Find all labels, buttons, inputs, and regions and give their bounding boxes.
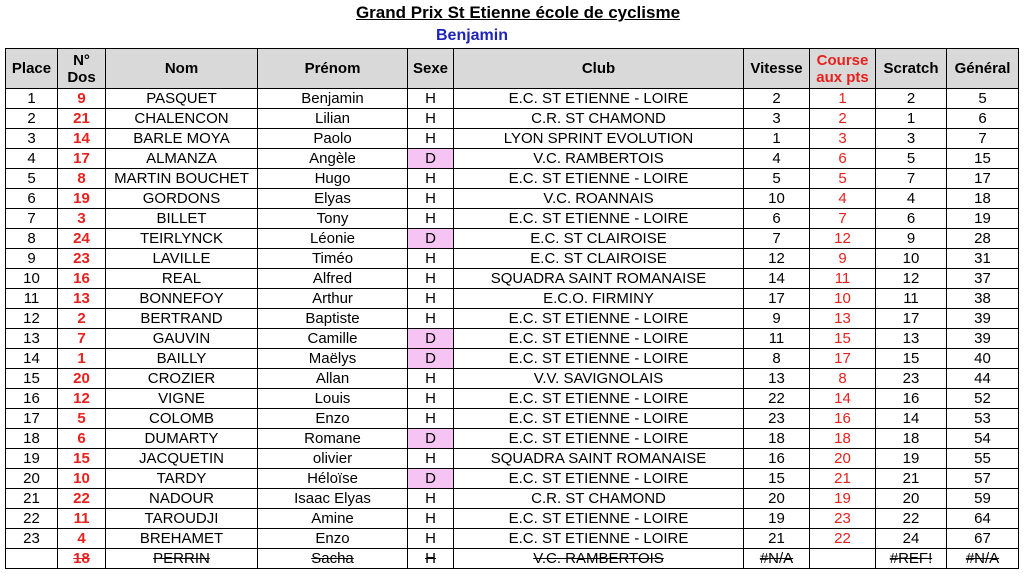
cell-place: 2 (6, 109, 58, 129)
cell-prenom: Camille (258, 329, 408, 349)
table-row (6, 189, 1019, 209)
cell-dos: 2 (58, 309, 106, 329)
table-row (6, 469, 1019, 489)
cell-place: 16 (6, 389, 58, 409)
cell-course: 3 (810, 129, 876, 149)
cell-general: 18 (947, 189, 1019, 209)
cell-prenom: Benjamin (258, 89, 408, 109)
cell-sexe: H (408, 509, 454, 529)
cell-place: 21 (6, 489, 58, 509)
cell-vitesse: 21 (744, 529, 810, 549)
cell-sexe: D (408, 149, 454, 169)
col-header-sexe: Sexe (408, 49, 454, 89)
table-row (6, 509, 1019, 529)
cell-sexe: H (408, 389, 454, 409)
cell-vitesse: 4 (744, 149, 810, 169)
cell-general: 15 (947, 149, 1019, 169)
cell-vitesse: 15 (744, 469, 810, 489)
table-row (6, 369, 1019, 389)
cell-vitesse: 23 (744, 409, 810, 429)
table-row (6, 349, 1019, 369)
table-row (6, 329, 1019, 349)
cell-course: 21 (810, 469, 876, 489)
cell-general: 19 (947, 209, 1019, 229)
cell-place: 17 (6, 409, 58, 429)
cell-scratch: 19 (876, 449, 947, 469)
table-row (6, 149, 1019, 169)
cell-course: 6 (810, 149, 876, 169)
cell-vitesse: 19 (744, 509, 810, 529)
cell-prenom: Lilian (258, 109, 408, 129)
cell-vitesse: 14 (744, 269, 810, 289)
cell-dos: 13 (58, 289, 106, 309)
table-row (6, 209, 1019, 229)
cell-prenom: Amine (258, 509, 408, 529)
cell-dos: 10 (58, 469, 106, 489)
cell-dos: 9 (58, 89, 106, 109)
cell-nom: PERRIN (106, 549, 258, 569)
cell-place: 8 (6, 229, 58, 249)
cell-course: 18 (810, 429, 876, 449)
cell-club: E.C. ST CLAIROISE (454, 229, 744, 249)
cell-club: E.C. ST ETIENNE - LOIRE (454, 529, 744, 549)
cell-prenom: Elyas (258, 189, 408, 209)
cell-place: 5 (6, 169, 58, 189)
cell-general: 39 (947, 309, 1019, 329)
cell-general: 38 (947, 289, 1019, 309)
cell-club: E.C. ST CLAIROISE (454, 249, 744, 269)
cell-sexe: H (408, 489, 454, 509)
cell-course: 9 (810, 249, 876, 269)
cell-vitesse: 11 (744, 329, 810, 349)
cell-prenom: Héloïse (258, 469, 408, 489)
cell-nom: TEIRLYNCK (106, 229, 258, 249)
col-header-place: Place (6, 49, 58, 89)
cell-place: 22 (6, 509, 58, 529)
cell-scratch: #REF! (876, 549, 947, 569)
cell-course: 2 (810, 109, 876, 129)
cell-sexe: H (408, 109, 454, 129)
cell-club: E.C. ST ETIENNE - LOIRE (454, 349, 744, 369)
cell-sexe: H (408, 529, 454, 549)
cell-prenom: Léonie (258, 229, 408, 249)
cell-place: 23 (6, 529, 58, 549)
cell-nom: BAILLY (106, 349, 258, 369)
cell-prenom: Angèle (258, 149, 408, 169)
cell-dos: 20 (58, 369, 106, 389)
cell-vitesse: 2 (744, 89, 810, 109)
cell-course: 14 (810, 389, 876, 409)
table-row (6, 289, 1019, 309)
cell-place: 10 (6, 269, 58, 289)
cell-course: 1 (810, 89, 876, 109)
cell-dos: 7 (58, 329, 106, 349)
cell-general: 31 (947, 249, 1019, 269)
cell-prenom: Hugo (258, 169, 408, 189)
cell-vitesse: 7 (744, 229, 810, 249)
cell-nom: MARTIN BOUCHET (106, 169, 258, 189)
cell-dos: 15 (58, 449, 106, 469)
table-row (6, 129, 1019, 149)
cell-sexe: D (408, 469, 454, 489)
cell-general: 53 (947, 409, 1019, 429)
cell-scratch: 22 (876, 509, 947, 529)
table-row (6, 169, 1019, 189)
cell-sexe: H (408, 289, 454, 309)
cell-vitesse: 8 (744, 349, 810, 369)
cell-nom: CHALENCON (106, 109, 258, 129)
cell-course: 7 (810, 209, 876, 229)
cell-general: 7 (947, 129, 1019, 149)
cell-place: 9 (6, 249, 58, 269)
table-row (6, 549, 1019, 569)
cell-dos: 22 (58, 489, 106, 509)
cell-prenom: Allan (258, 369, 408, 389)
cell-prenom: Romane (258, 429, 408, 449)
cell-vitesse: 5 (744, 169, 810, 189)
table-row (6, 489, 1019, 509)
cell-place: 20 (6, 469, 58, 489)
cell-nom: GAUVIN (106, 329, 258, 349)
cell-dos: 12 (58, 389, 106, 409)
cell-club: E.C. ST ETIENNE - LOIRE (454, 169, 744, 189)
col-header-prenom: Prénom (258, 49, 408, 89)
col-header-scratch: Scratch (876, 49, 947, 89)
cell-course: 4 (810, 189, 876, 209)
cell-place: 7 (6, 209, 58, 229)
cell-sexe: H (408, 409, 454, 429)
cell-place (6, 549, 58, 569)
cell-club: E.C. ST ETIENNE - LOIRE (454, 509, 744, 529)
cell-nom: BERTRAND (106, 309, 258, 329)
cell-dos: 18 (58, 549, 106, 569)
cell-course: 15 (810, 329, 876, 349)
cell-scratch: 10 (876, 249, 947, 269)
cell-nom: TARDY (106, 469, 258, 489)
cell-club: C.R. ST CHAMOND (454, 489, 744, 509)
cell-sexe: H (408, 129, 454, 149)
table-row (6, 309, 1019, 329)
cell-place: 13 (6, 329, 58, 349)
cell-course: 12 (810, 229, 876, 249)
col-header-nom: Nom (106, 49, 258, 89)
cell-prenom: Arthur (258, 289, 408, 309)
table-row (6, 429, 1019, 449)
cell-sexe: H (408, 269, 454, 289)
cell-scratch: 5 (876, 149, 947, 169)
cell-scratch: 9 (876, 229, 947, 249)
cell-prenom: olivier (258, 449, 408, 469)
cell-sexe: H (408, 369, 454, 389)
cell-club: V.C. ROANNAIS (454, 189, 744, 209)
cell-general: 57 (947, 469, 1019, 489)
cell-scratch: 11 (876, 289, 947, 309)
cell-general: 17 (947, 169, 1019, 189)
cell-prenom: Sacha (258, 549, 408, 569)
cell-scratch: 17 (876, 309, 947, 329)
table-row (6, 89, 1019, 109)
cell-club: E.C. ST ETIENNE - LOIRE (454, 209, 744, 229)
cell-course: 11 (810, 269, 876, 289)
cell-scratch: 13 (876, 329, 947, 349)
cell-dos: 17 (58, 149, 106, 169)
cell-club: E.C.O. FIRMINY (454, 289, 744, 309)
cell-club: E.C. ST ETIENNE - LOIRE (454, 89, 744, 109)
cell-place: 11 (6, 289, 58, 309)
cell-dos: 3 (58, 209, 106, 229)
cell-course: 13 (810, 309, 876, 329)
cell-sexe: D (408, 349, 454, 369)
cell-club: SQUADRA SAINT ROMANAISE (454, 269, 744, 289)
table-row (6, 529, 1019, 549)
cell-sexe: D (408, 229, 454, 249)
cell-sexe: H (408, 169, 454, 189)
cell-scratch: 2 (876, 89, 947, 109)
cell-general: 44 (947, 369, 1019, 389)
cell-dos: 5 (58, 409, 106, 429)
cell-scratch: 16 (876, 389, 947, 409)
cell-scratch: 7 (876, 169, 947, 189)
cell-dos: 16 (58, 269, 106, 289)
cell-club: E.C. ST ETIENNE - LOIRE (454, 469, 744, 489)
cell-club: E.C. ST ETIENNE - LOIRE (454, 389, 744, 409)
cell-general: 52 (947, 389, 1019, 409)
cell-vitesse: 20 (744, 489, 810, 509)
cell-nom: TAROUDJI (106, 509, 258, 529)
table-row (6, 269, 1019, 289)
cell-course: 17 (810, 349, 876, 369)
cell-general: 28 (947, 229, 1019, 249)
cell-club: SQUADRA SAINT ROMANAISE (454, 449, 744, 469)
cell-sexe: H (408, 309, 454, 329)
cell-place: 15 (6, 369, 58, 389)
cell-nom: BONNEFOY (106, 289, 258, 309)
cell-vitesse: 22 (744, 389, 810, 409)
cell-course: 16 (810, 409, 876, 429)
cell-prenom: Louis (258, 389, 408, 409)
cell-place: 14 (6, 349, 58, 369)
cell-general: 64 (947, 509, 1019, 529)
cell-club: LYON SPRINT EVOLUTION (454, 129, 744, 149)
cell-sexe: H (408, 249, 454, 269)
cell-scratch: 6 (876, 209, 947, 229)
cell-club: V.C. RAMBERTOIS (454, 549, 744, 569)
cell-course: 23 (810, 509, 876, 529)
cell-club: V.V. SAVIGNOLAIS (454, 369, 744, 389)
cell-prenom: Enzo (258, 409, 408, 429)
cell-course: 10 (810, 289, 876, 309)
cell-nom: NADOUR (106, 489, 258, 509)
cell-nom: COLOMB (106, 409, 258, 429)
cell-general: 5 (947, 89, 1019, 109)
cell-club: E.C. ST ETIENNE - LOIRE (454, 329, 744, 349)
cell-club: E.C. ST ETIENNE - LOIRE (454, 409, 744, 429)
col-header-dos: N° Dos (58, 49, 106, 89)
cell-nom: REAL (106, 269, 258, 289)
col-header-general: Général (947, 49, 1019, 89)
cell-course (810, 549, 876, 569)
cell-dos: 11 (58, 509, 106, 529)
cell-vitesse: 16 (744, 449, 810, 469)
cell-place: 1 (6, 89, 58, 109)
cell-sexe: D (408, 429, 454, 449)
cell-scratch: 14 (876, 409, 947, 429)
cell-general: 55 (947, 449, 1019, 469)
cell-nom: DUMARTY (106, 429, 258, 449)
results-table (5, 48, 1019, 569)
cell-nom: BARLE MOYA (106, 129, 258, 149)
cell-club: C.R. ST CHAMOND (454, 109, 744, 129)
cell-sexe: H (408, 549, 454, 569)
cell-place: 6 (6, 189, 58, 209)
cell-place: 12 (6, 309, 58, 329)
table-row (6, 249, 1019, 269)
header-row (6, 49, 1019, 89)
cell-vitesse: #N/A (744, 549, 810, 569)
cell-scratch: 21 (876, 469, 947, 489)
table-row (6, 409, 1019, 429)
cell-vitesse: 1 (744, 129, 810, 149)
col-header-course: Course aux pts (810, 49, 876, 89)
cell-nom: ALMANZA (106, 149, 258, 169)
cell-nom: BREHAMET (106, 529, 258, 549)
cell-general: 54 (947, 429, 1019, 449)
cell-sexe: D (408, 329, 454, 349)
table-row (6, 109, 1019, 129)
cell-place: 4 (6, 149, 58, 169)
cell-vitesse: 18 (744, 429, 810, 449)
cell-scratch: 20 (876, 489, 947, 509)
cell-course: 5 (810, 169, 876, 189)
cell-dos: 21 (58, 109, 106, 129)
cell-dos: 4 (58, 529, 106, 549)
cell-general: 67 (947, 529, 1019, 549)
cell-dos: 19 (58, 189, 106, 209)
cell-prenom: Tony (258, 209, 408, 229)
cell-sexe: H (408, 189, 454, 209)
cell-general: 37 (947, 269, 1019, 289)
cell-dos: 1 (58, 349, 106, 369)
cell-vitesse: 17 (744, 289, 810, 309)
cell-prenom: Timéo (258, 249, 408, 269)
cell-club: V.C. RAMBERTOIS (454, 149, 744, 169)
cell-vitesse: 9 (744, 309, 810, 329)
cell-dos: 14 (58, 129, 106, 149)
cell-nom: GORDONS (106, 189, 258, 209)
cell-prenom: Enzo (258, 529, 408, 549)
cell-prenom: Isaac Elyas (258, 489, 408, 509)
cell-general: 6 (947, 109, 1019, 129)
cell-vitesse: 13 (744, 369, 810, 389)
cell-vitesse: 12 (744, 249, 810, 269)
cell-vitesse: 10 (744, 189, 810, 209)
cell-dos: 6 (58, 429, 106, 449)
table-row (6, 449, 1019, 469)
cell-vitesse: 6 (744, 209, 810, 229)
cell-place: 19 (6, 449, 58, 469)
cell-scratch: 4 (876, 189, 947, 209)
cell-scratch: 1 (876, 109, 947, 129)
cell-prenom: Paolo (258, 129, 408, 149)
cell-sexe: H (408, 89, 454, 109)
cell-general: 39 (947, 329, 1019, 349)
cell-course: 20 (810, 449, 876, 469)
cell-prenom: Maëlys (258, 349, 408, 369)
cell-dos: 8 (58, 169, 106, 189)
cell-scratch: 12 (876, 269, 947, 289)
table-row (6, 389, 1019, 409)
cell-nom: VIGNE (106, 389, 258, 409)
cell-scratch: 24 (876, 529, 947, 549)
page-title: Grand Prix St Etienne école de cyclisme (355, 3, 681, 22)
cell-sexe: H (408, 209, 454, 229)
cell-nom: PASQUET (106, 89, 258, 109)
cell-dos: 24 (58, 229, 106, 249)
cell-general: #N/A (947, 549, 1019, 569)
cell-scratch: 18 (876, 429, 947, 449)
category-subtitle: Benjamin (435, 27, 508, 44)
col-header-vitesse: Vitesse (744, 49, 810, 89)
cell-general: 59 (947, 489, 1019, 509)
cell-nom: LAVILLE (106, 249, 258, 269)
cell-scratch: 15 (876, 349, 947, 369)
cell-prenom: Baptiste (258, 309, 408, 329)
cell-vitesse: 3 (744, 109, 810, 129)
cell-course: 22 (810, 529, 876, 549)
cell-place: 18 (6, 429, 58, 449)
cell-course: 8 (810, 369, 876, 389)
cell-dos: 23 (58, 249, 106, 269)
cell-nom: CROZIER (106, 369, 258, 389)
cell-sexe: H (408, 449, 454, 469)
cell-course: 19 (810, 489, 876, 509)
cell-scratch: 23 (876, 369, 947, 389)
cell-scratch: 3 (876, 129, 947, 149)
cell-general: 40 (947, 349, 1019, 369)
cell-nom: BILLET (106, 209, 258, 229)
cell-place: 3 (6, 129, 58, 149)
table-row (6, 229, 1019, 249)
cell-nom: JACQUETIN (106, 449, 258, 469)
cell-club: E.C. ST ETIENNE - LOIRE (454, 429, 744, 449)
cell-club: E.C. ST ETIENNE - LOIRE (454, 309, 744, 329)
cell-prenom: Alfred (258, 269, 408, 289)
col-header-club: Club (454, 49, 744, 89)
